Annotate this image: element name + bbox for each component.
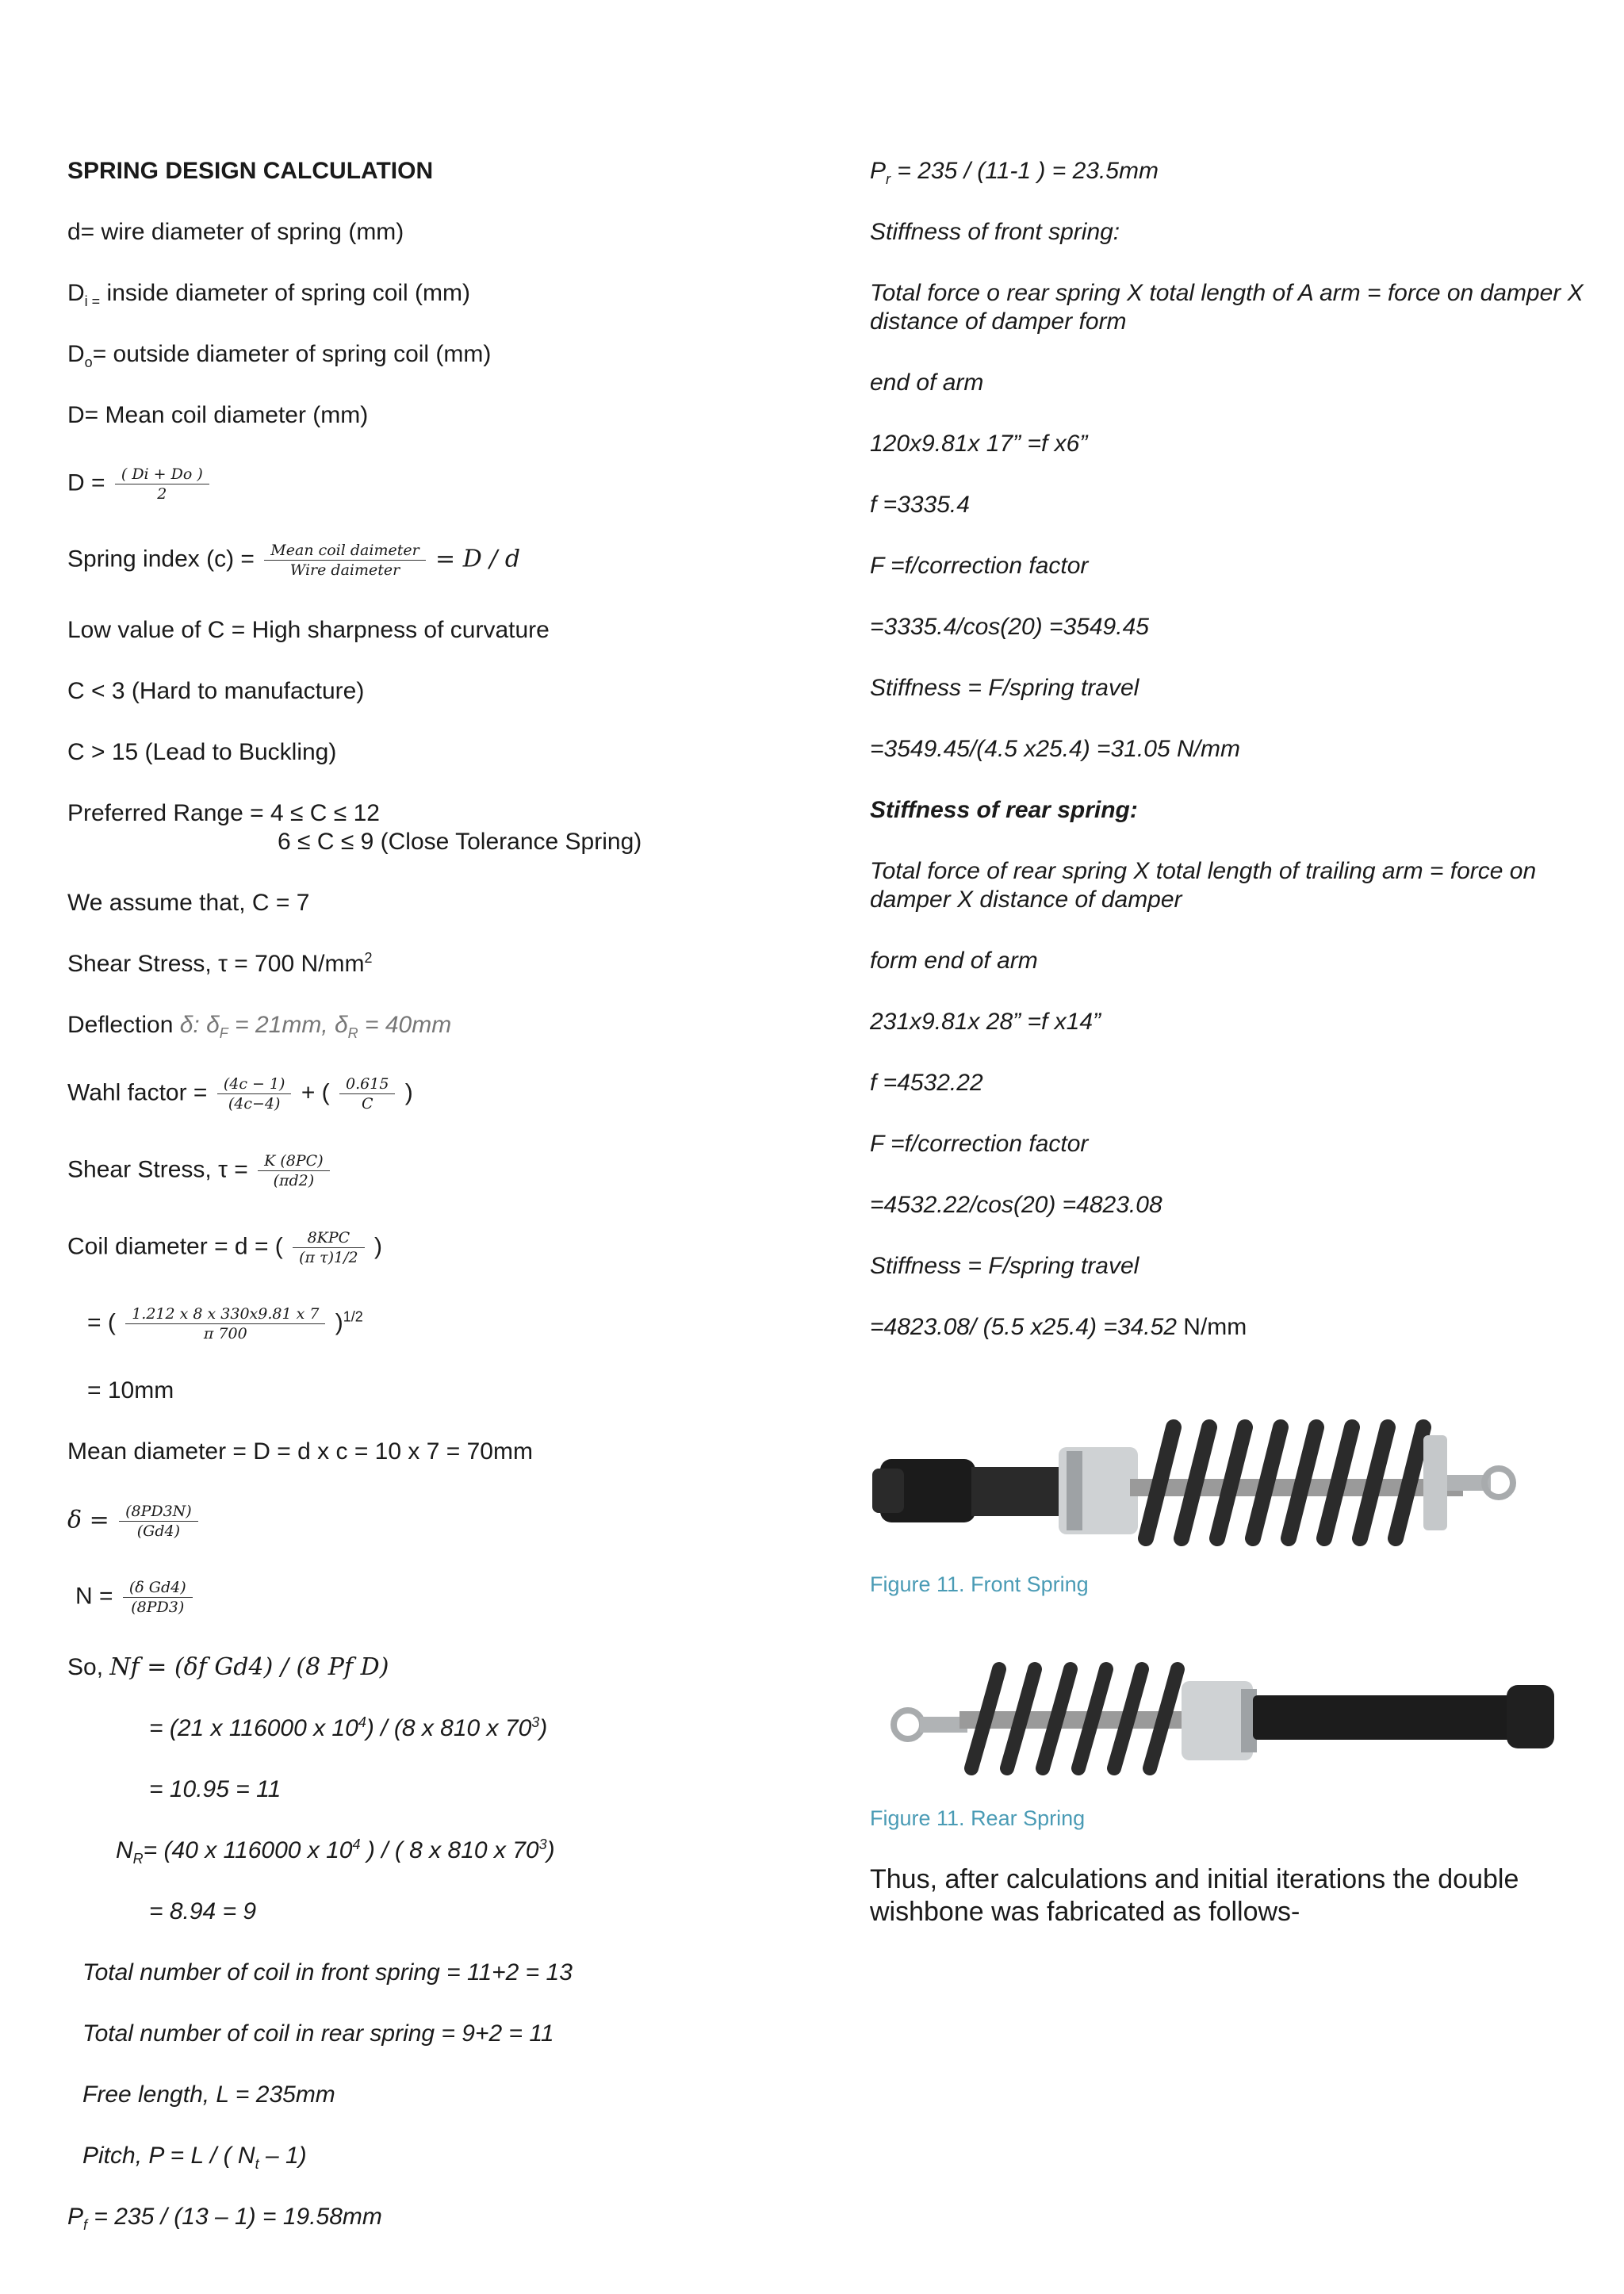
deflection-values: Deflection δ: $\delta_F = 21mm$, $\delta_R = 40mm$	[67, 1012, 452, 1041]
rear-force-value: f =4532.22	[870, 1070, 983, 1096]
rear-corrected-force-value: =4532.22/cos(20) =4823.08	[870, 1192, 1162, 1218]
mean-diameter-calculation: Mean diameter = D = d x c = 10 x 7 = 70mm	[67, 1438, 533, 1465]
rear-moment-statement: Total force of rear spring X total length of trailing arm = force on damper X distance of damper	[870, 858, 1537, 913]
shear-stress-value: Shear Stress, τ = 700 $N/mm^2$	[67, 950, 373, 977]
front-stiffness-heading: Stiffness of front spring:	[870, 219, 1120, 245]
c-upper-limit-note: C > 15 (Lead to Buckling)	[67, 739, 337, 765]
rear-coil-result: = 8.94 = 9	[149, 1898, 257, 1924]
wire-diameter-definition: d= wire diameter of spring (mm)	[67, 219, 404, 245]
low-c-note: Low value of C = High sharpness of curvature	[67, 617, 550, 643]
pitch-formula: Pitch, P = L / ( $N_t - 1$)	[82, 2143, 307, 2172]
c-lower-limit-note: C < 3 (Hard to manufacture)	[67, 678, 365, 704]
conclusion-paragraph: Thus, after calculations and initial iterations the double wishbone was fabricated as follows-	[870, 1864, 1519, 1927]
assumption-c: We assume that, C = 7	[67, 890, 310, 916]
front-force-value: f =3335.4	[870, 492, 970, 518]
front-moment-statement-cont: end of arm	[870, 370, 984, 396]
rear-coil-calculation: $N_R= (40$ x 116000 x $10^4$ ) / ( 8 x 810 x $70^3$)	[116, 1836, 555, 1867]
rear-moment-equation: 231x9.81x 28” =f x14”	[870, 1009, 1101, 1035]
rear-spring-caption: Figure 11. Rear Spring	[870, 1806, 1086, 1830]
front-spring-image	[868, 1404, 1526, 1570]
preferred-range: Preferred Range = 4 ≤ C ≤ 12	[67, 800, 380, 826]
coil-count-formula: N = $\frac{\text{(δ 𝐺𝑑4)}}{\text{(8𝑃𝐷3)}}$	[75, 1578, 196, 1617]
total-rear-coils: Total number of coil in rear spring = 9+2 = 11	[82, 2020, 554, 2047]
coil-diameter-calculation: = ( $\frac{\text{1.212 𝑥 8 𝑥 330𝑥9.81 𝑥 7}}{\pi 700}$ )$^{1/2}$	[87, 1305, 363, 1342]
shear-stress-formula: Shear Stress, τ = $\frac{\text{𝐾 (8𝑃𝐶)}}{\text{(π𝑑2)}}$	[67, 1151, 333, 1190]
front-coil-formula: So, 𝑁𝑓 = (δ𝑓 𝐺𝑑4) / (8 𝑃𝑓 𝐷)	[67, 1653, 389, 1681]
front-spring-caption: Figure 11. Front Spring	[870, 1572, 1089, 1596]
rear-pitch: $P_r = 235 / (11-1$ ) = 23.5mm	[870, 158, 1159, 187]
front-stiffness-formula: Stiffness = F/spring travel	[870, 675, 1139, 701]
free-length: Free length, L = 235mm	[82, 2081, 335, 2108]
coil-diameter-result: = 10mm	[87, 1377, 174, 1404]
rear-corrected-force-formula: F =f/correction factor	[870, 1131, 1089, 1157]
front-moment-statement: Total force o rear spring X total length of A arm = force on damper X distance of damper form	[870, 280, 1584, 335]
deflection-formula: δ = $\frac{\text{(8𝑃𝐷3𝑁)}}{\text{(𝐺𝑑4)}}$	[67, 1502, 201, 1541]
front-coil-result: = 10.95 = 11	[149, 1776, 282, 1802]
total-front-coils: Total number of coil in front spring = 11+2 = 13	[82, 1959, 573, 1986]
front-coil-calculation: = (21 x 116000 x $10^4) / (8$ x 810 x $70^3$)	[149, 1714, 548, 1741]
close-tolerance-range: 6 ≤ C ≤ 9 (Close Tolerance Spring)	[278, 829, 642, 855]
front-moment-equation: 120x9.81x 17” =f x6”	[870, 431, 1088, 457]
front-pitch: $P_f = 235 / (13 - 1) = 19.58mm$	[67, 2204, 382, 2233]
page-title: SPRING DESIGN CALCULATION	[67, 158, 434, 184]
front-stiffness-value: =3549.45/(4.5 x25.4) =31.05 N/mm	[870, 736, 1240, 762]
wahl-factor-formula: Wahl factor = $\frac{\text{(4𝑐 − 1)}}{\text{(4𝑐−4)}}$ + ( $\frac{0.615}{\text{𝐶}}$ )	[67, 1075, 413, 1113]
front-corrected-force-value: =3335.4/cos(20) =3549.45	[870, 614, 1149, 640]
rear-stiffness-formula: Stiffness = F/spring travel	[870, 1253, 1139, 1279]
coil-diameter-formula: Coil diameter = d = ( $\frac{\text{8𝐾𝑃𝐶}}{\text{(π τ)1/2}}$ )	[67, 1229, 382, 1266]
mean-diameter-definition: D= Mean coil diameter (mm)	[67, 402, 369, 428]
outside-diameter-definition: $D_o=$ outside diameter of spring coil (mm)	[67, 341, 492, 370]
front-corrected-force-formula: F =f/correction factor	[870, 553, 1089, 579]
mean-diameter-formula: D = $\frac{( Di + Do )}{2}$	[67, 465, 213, 504]
spring-index-formula: Spring index (c) = $\frac{\text{Mean coil daimeter}}{\text{Wire daimeter}}$ = 𝐷 / 𝑑	[67, 542, 521, 579]
rear-stiffness-heading: Stiffness of rear spring:	[870, 797, 1138, 823]
inside-diameter-definition: $D_{i =}$ inside diameter of spring coil (mm)	[67, 280, 471, 309]
rear-moment-statement-cont: form end of arm	[870, 948, 1038, 974]
rear-spring-image	[880, 1649, 1578, 1792]
rear-stiffness-value: =4823.08/ (5.5 x25.4) =34.52 N/mm	[870, 1314, 1247, 1340]
